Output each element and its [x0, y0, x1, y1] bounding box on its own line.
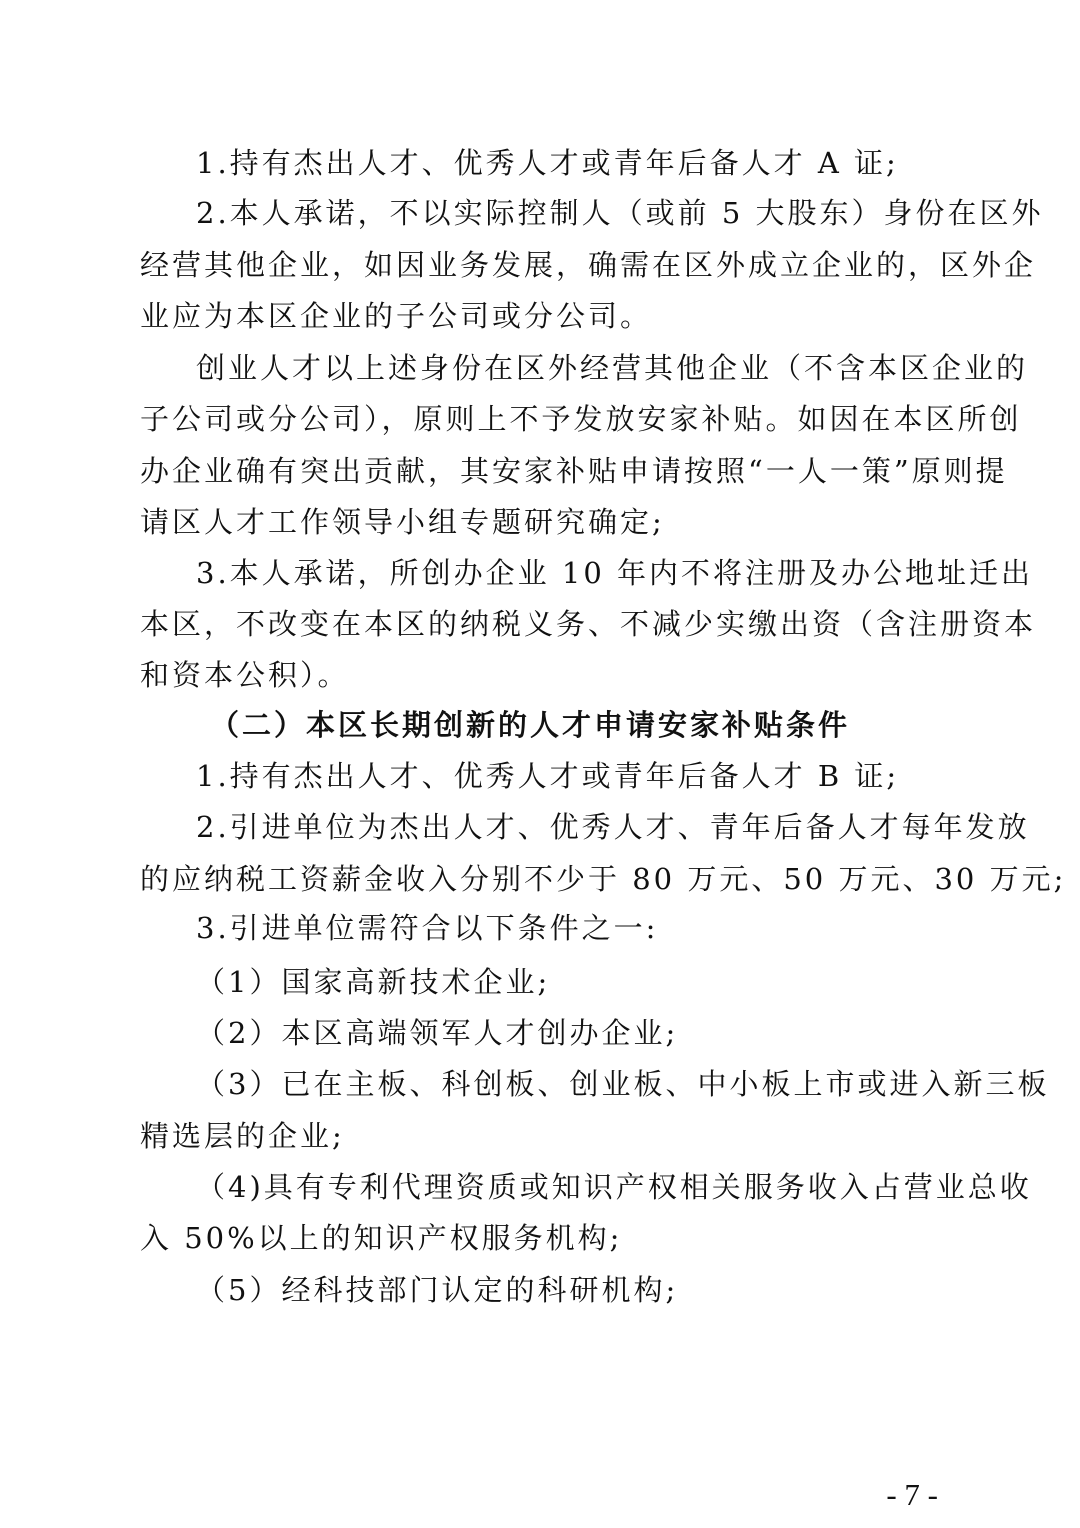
condition-item: （1）国家高新技术企业; — [196, 965, 551, 999]
paragraph-line: 3.引进单位需符合以下条件之一: — [196, 911, 659, 945]
paragraph-line: 2.本人承诺，不以实际控制人（或前 5 大股东）身份在区外 — [196, 196, 1044, 230]
paragraph-line: 请区人才工作领导小组专题研究确定; — [140, 505, 665, 539]
condition-item: （2）本区高端领军人才创办企业; — [196, 1016, 679, 1050]
list-item-b-certificate: 1.持有杰出人才、优秀人才或青年后备人才 B 证; — [196, 759, 900, 793]
paragraph-line: 的应纳税工资薪金收入分别不少于 80 万元、50 万元、30 万元; — [140, 862, 1067, 896]
condition-item: （3）已在主板、科创板、创业板、中小板上市或进入新三板 — [196, 1067, 1050, 1101]
paragraph-line: 办企业确有突出贡献，其安家补贴申请按照“一人一策”原则提 — [140, 454, 1008, 488]
paragraph-line: 业应为本区企业的子公司或分公司。 — [140, 299, 653, 333]
paragraph-line: 2.引进单位为杰出人才、优秀人才、青年后备人才每年发放 — [196, 810, 1030, 844]
paragraph-line: 经营其他企业，如因业务发展，确需在区外成立企业的，区外企 — [140, 248, 1037, 282]
condition-item: （5）经科技部门认定的科研机构; — [196, 1273, 679, 1307]
paragraph-line: 3.本人承诺，所创办企业 10 年内不将注册及办公地址迁出 — [196, 556, 1034, 590]
paragraph-line: 和资本公积）。 — [140, 658, 350, 692]
paragraph-line: 创业人才以上述身份在区外经营其他企业（不含本区企业的 — [196, 351, 1029, 385]
condition-item: （4)具有专利代理资质或知识产权相关服务收入占营业总收 — [196, 1170, 1032, 1204]
section-heading: （二）本区长期创新的人才申请安家补贴条件 — [210, 708, 851, 742]
list-item-a-certificate: 1.持有杰出人才、优秀人才或青年后备人才 A 证; — [196, 146, 899, 180]
page-number: - 7 - — [886, 1477, 938, 1512]
condition-item-continued: 入 50%以上的知识产权服务机构; — [140, 1221, 623, 1255]
paragraph-line: 本区，不改变在本区的纳税义务、不减少实缴出资（含注册资本 — [140, 607, 1037, 641]
paragraph-line: 子公司或分公司），原则上不予发放安家补贴。如因在本区所创 — [140, 402, 1022, 436]
condition-item-continued: 精选层的企业; — [140, 1119, 345, 1153]
